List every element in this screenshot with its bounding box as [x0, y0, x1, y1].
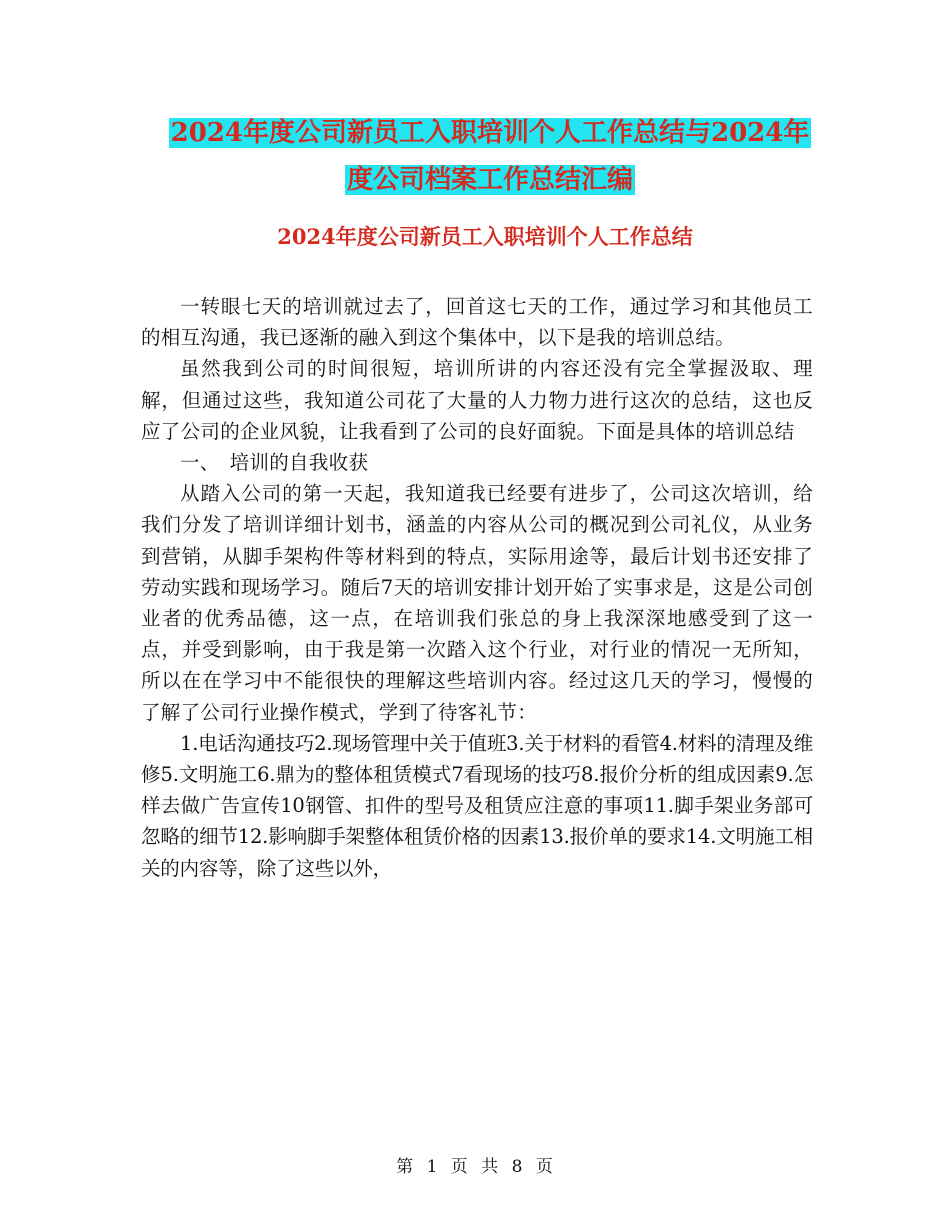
footer-page-unit: 页 [450, 1157, 469, 1177]
document-title-line2: 度公司档案工作总结汇编 [346, 165, 633, 195]
document-title [140, 110, 840, 204]
footer-page-number: 1 [426, 1157, 439, 1177]
paragraph-skills-list: 1.电话沟通技巧2.现场管理中关于值班3.关于材料的看管4.材料的清理及维修5.文明施工6.鼎为的整体租赁模式7看现场的技巧8.报价分析的组成因素9.怎样去做广告宣传10钢管、扣件的型号及租赁应注意的事项11.脚手架业务部可忽略的细节12.影响脚手架整体租赁价格的因素13.报价单的要求14.文明施工相关的内容等，除了这些以外， [141, 731, 813, 880]
document-title-line1: 2024年度公司新员工入职培训个人工作总结与2024年 [170, 118, 810, 148]
paragraph-intro: 一转眼七天的培训就过去了，回首这七天的工作，通过学习和其他员工的相互沟通，我已逐渐的融入到这个集体中，以下是我的培训总结。 [141, 295, 813, 350]
footer-total-unit: 页 [535, 1157, 554, 1177]
paragraph-context: 虽然我到公司的时间很短，培训所讲的内容还没有完全掌握汲取、理解，但通过这些，我知道公司花了大量的人力物力进行这次的总结，这也反应了公司的企业风貌，让我看到了公司的良好面貌。下面是具体的培训总结 [141, 357, 813, 443]
footer-total-pages: 8 [511, 1157, 524, 1177]
footer-prefix: 第 [396, 1157, 415, 1177]
document-body [141, 291, 813, 884]
paragraph-heading-gains: 一、 培训的自我收获 [180, 451, 369, 475]
footer-total-prefix: 共 [481, 1157, 500, 1177]
section-title: 2024年度公司新员工入职培训个人工作总结 [277, 224, 693, 249]
page-footer [0, 1152, 950, 1177]
paragraph-gains-detail: 从踏入公司的第一天起，我知道我已经要有进步了，公司这次培训，给我们分发了培训详细计划书，涵盖的内容从公司的概况到公司礼仪，从业务到营销，从脚手架构件等材料到的特点，实际用途等，最后计划书还安排了劳动实践和现场学习。随后7天的培训安排计划开始了实事求是，这是公司创业者的优秀品德，这一点，在培训我们张总的身上我深深地感受到了这一点，并受到影响，由于我是第一次踏入这个行业，对行业的情况一无所知，所以在在学习中不能很快的理解这些培训内容。经过这几天的学习，慢慢的了解了公司行业操作模式，学到了待客礼节： [141, 482, 813, 724]
